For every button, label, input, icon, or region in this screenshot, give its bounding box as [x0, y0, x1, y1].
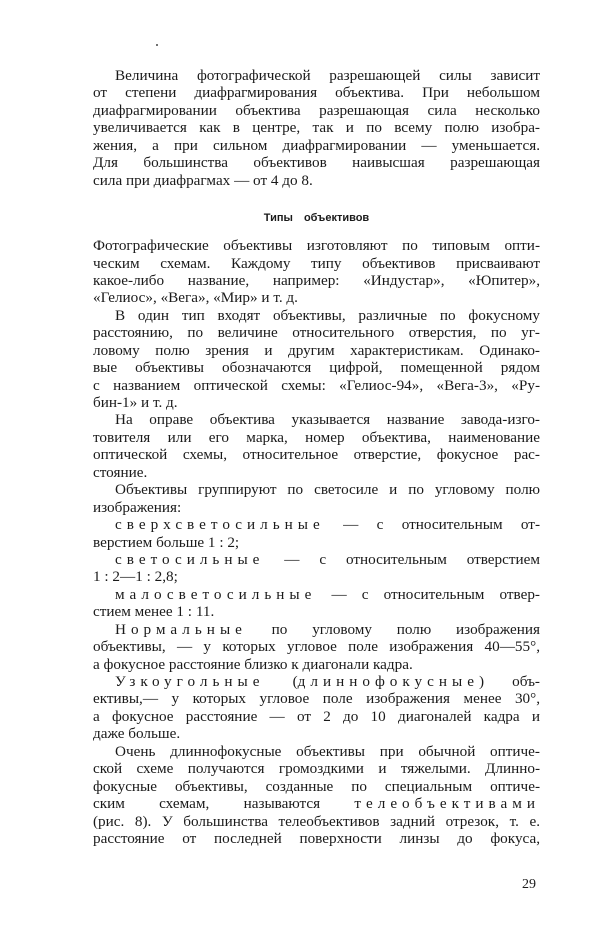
text-line — [93, 307, 540, 324]
text-segment: Для большинства объективов наивысшая разрешающая — [93, 154, 540, 172]
text-line — [93, 342, 540, 359]
spaced-term: светосильные — [115, 550, 265, 568]
paragraph — [93, 411, 540, 481]
spaced-term: малосветосильные — [115, 585, 317, 603]
text-line — [93, 656, 540, 673]
text-line — [93, 603, 540, 620]
paragraph — [93, 673, 540, 743]
text-line — [93, 813, 540, 830]
paragraph — [93, 516, 540, 551]
scan-speck — [156, 44, 158, 46]
text-segment: — с относительным от- — [324, 516, 540, 534]
text-segment: ективы,— у которых угловое поле изображения менее 30°, — [93, 690, 540, 708]
text-line — [93, 154, 540, 171]
text-line — [93, 830, 540, 847]
text-segment: ческим схемам. Каждому типу объективов присваивают — [93, 254, 540, 272]
text-segment: стием менее 1 : 11. — [93, 603, 215, 621]
text-line — [93, 84, 540, 101]
text-line — [93, 237, 540, 254]
text-segment: Объективы группируют по светосиле и по угловому полю — [115, 481, 540, 499]
text-segment: диафрагмировании объектива разрешающая сила несколько — [93, 101, 540, 119]
text-segment: На оправе объектива указывается название завода-изго- — [115, 411, 540, 429]
text-line — [93, 778, 540, 795]
paragraph — [93, 743, 540, 848]
text-segment: — с относительным отвер- — [316, 585, 540, 603]
text-line — [93, 289, 540, 306]
text-line — [93, 568, 540, 585]
text-segment: а фокусное расстояние — от 2 до 10 диагоналей кадра и — [93, 707, 540, 725]
text-segment: по угловому полю изображения — [246, 620, 540, 638]
paragraph — [93, 237, 540, 307]
text-segment: увеличивается как в центре, так и по всему полю изобра- — [93, 119, 540, 137]
text-segment: 1 : 2—1 : 2,8; — [93, 568, 178, 586]
text-segment: фокусные объективы, созданные по специальным оптиче- — [93, 777, 540, 795]
text-segment: бин-1» и т. д. — [93, 394, 178, 411]
paragraph — [93, 307, 540, 412]
page-number: 29 — [522, 877, 536, 892]
text-line — [93, 638, 540, 655]
text-segment: какое-либо название, например: «Индустар», «Юпитер», — [93, 271, 540, 289]
text-segment: Фотографические объективы изготовляют по типовым опти- — [93, 237, 540, 255]
text-segment: — с относительным отверстием — [264, 550, 540, 568]
text-line — [93, 551, 540, 568]
text-segment: ловому полю зрения и другим характеристикам. Одинако- — [93, 341, 540, 359]
paragraph — [93, 551, 540, 586]
text-segment: расстоянию, по величине относительного отверстия, по уг- — [93, 324, 540, 342]
text-segment: даже больше. — [93, 725, 181, 743]
text-segment: с названием оптической схемы: «Гелиос-94», «Вега-3», «Ру- — [93, 376, 540, 394]
spaced-term: длиннофокусные — [297, 673, 479, 690]
text-line — [93, 534, 540, 551]
text-segment: жения, а при сильном диафрагмировании — уменьшается. — [93, 136, 540, 154]
text-line — [93, 673, 540, 690]
spaced-term: Нормальные — [115, 620, 247, 638]
text-line — [93, 324, 540, 341]
text-line — [93, 137, 540, 154]
text-segment: объективы, — у которых угловое поле изображения 40—55°, — [93, 638, 540, 656]
text-line — [93, 429, 540, 446]
text-segment: Величина фотографической разрешающей силы зависит — [115, 67, 540, 84]
text-segment: ) объ- — [478, 673, 540, 690]
text-segment: от степени диафрагмирования объектива. При небольшом — [93, 84, 540, 102]
text-line — [93, 499, 540, 516]
text-segment: расстояние от последней поверхности линзы до фокуса, — [93, 829, 540, 847]
text-line — [93, 760, 540, 777]
text-line — [93, 272, 540, 289]
text-line — [93, 621, 540, 638]
paragraph — [93, 67, 540, 189]
text-segment: верстием больше 1 : 2; — [93, 533, 240, 551]
text-segment: товителя или его марка, номер объектива, наименование — [93, 428, 540, 446]
text-line — [93, 377, 540, 394]
text-segment: Очень длиннофокусные объективы при обычной оптиче- — [115, 742, 540, 760]
text-line — [93, 743, 540, 760]
text-line — [93, 481, 540, 498]
paragraph — [93, 586, 540, 621]
text-segment: ской схеме получаются громоздкими и тяжелыми. Длинно- — [93, 760, 540, 778]
page-body — [93, 67, 540, 847]
text-line — [93, 255, 540, 272]
text-line — [93, 67, 540, 84]
text-line — [93, 464, 540, 481]
text-segment: а фокусное расстояние близко к диагонали кадра. — [93, 655, 413, 673]
section-heading: Типы объективов — [263, 212, 370, 225]
paragraph — [93, 621, 540, 673]
text-segment: В один тип входят объективы, различные по фокусному — [115, 306, 540, 324]
spaced-term: сверхсветосильные — [115, 516, 325, 534]
text-segment: ским схемам, называются — [93, 795, 355, 813]
text-line — [93, 586, 540, 603]
text-line — [93, 725, 540, 742]
text-segment: (рис. 8). У большинства телеобъективов задний отрезок, т. е. — [93, 812, 540, 830]
text-line — [93, 690, 540, 707]
text-line — [93, 119, 540, 136]
spaced-term: Узкоугольные — [115, 673, 265, 690]
text-line — [93, 516, 540, 533]
text-segment: оптической схемы, относительное отверстие, фокусное рас- — [93, 446, 540, 464]
text-line — [93, 795, 540, 812]
text-segment: стояние. — [93, 463, 148, 481]
text-segment: изображения: — [93, 498, 182, 516]
text-line — [93, 359, 540, 376]
text-line — [93, 446, 540, 463]
text-segment: вые объективы обозначаются цифрой, помещенной рядом — [93, 359, 540, 377]
text-line — [93, 394, 540, 411]
text-line — [93, 102, 540, 119]
text-line — [93, 411, 540, 428]
text-segment: сила при диафрагмах — от 4 до 8. — [93, 171, 313, 189]
paragraph — [93, 481, 540, 516]
text-line — [93, 708, 540, 725]
text-segment: «Гелиос», «Вега», «Мир» и т. д. — [93, 289, 298, 307]
spaced-term: телеобъективами — [354, 795, 540, 813]
text-segment: ( — [264, 673, 298, 690]
text-line — [93, 172, 540, 189]
